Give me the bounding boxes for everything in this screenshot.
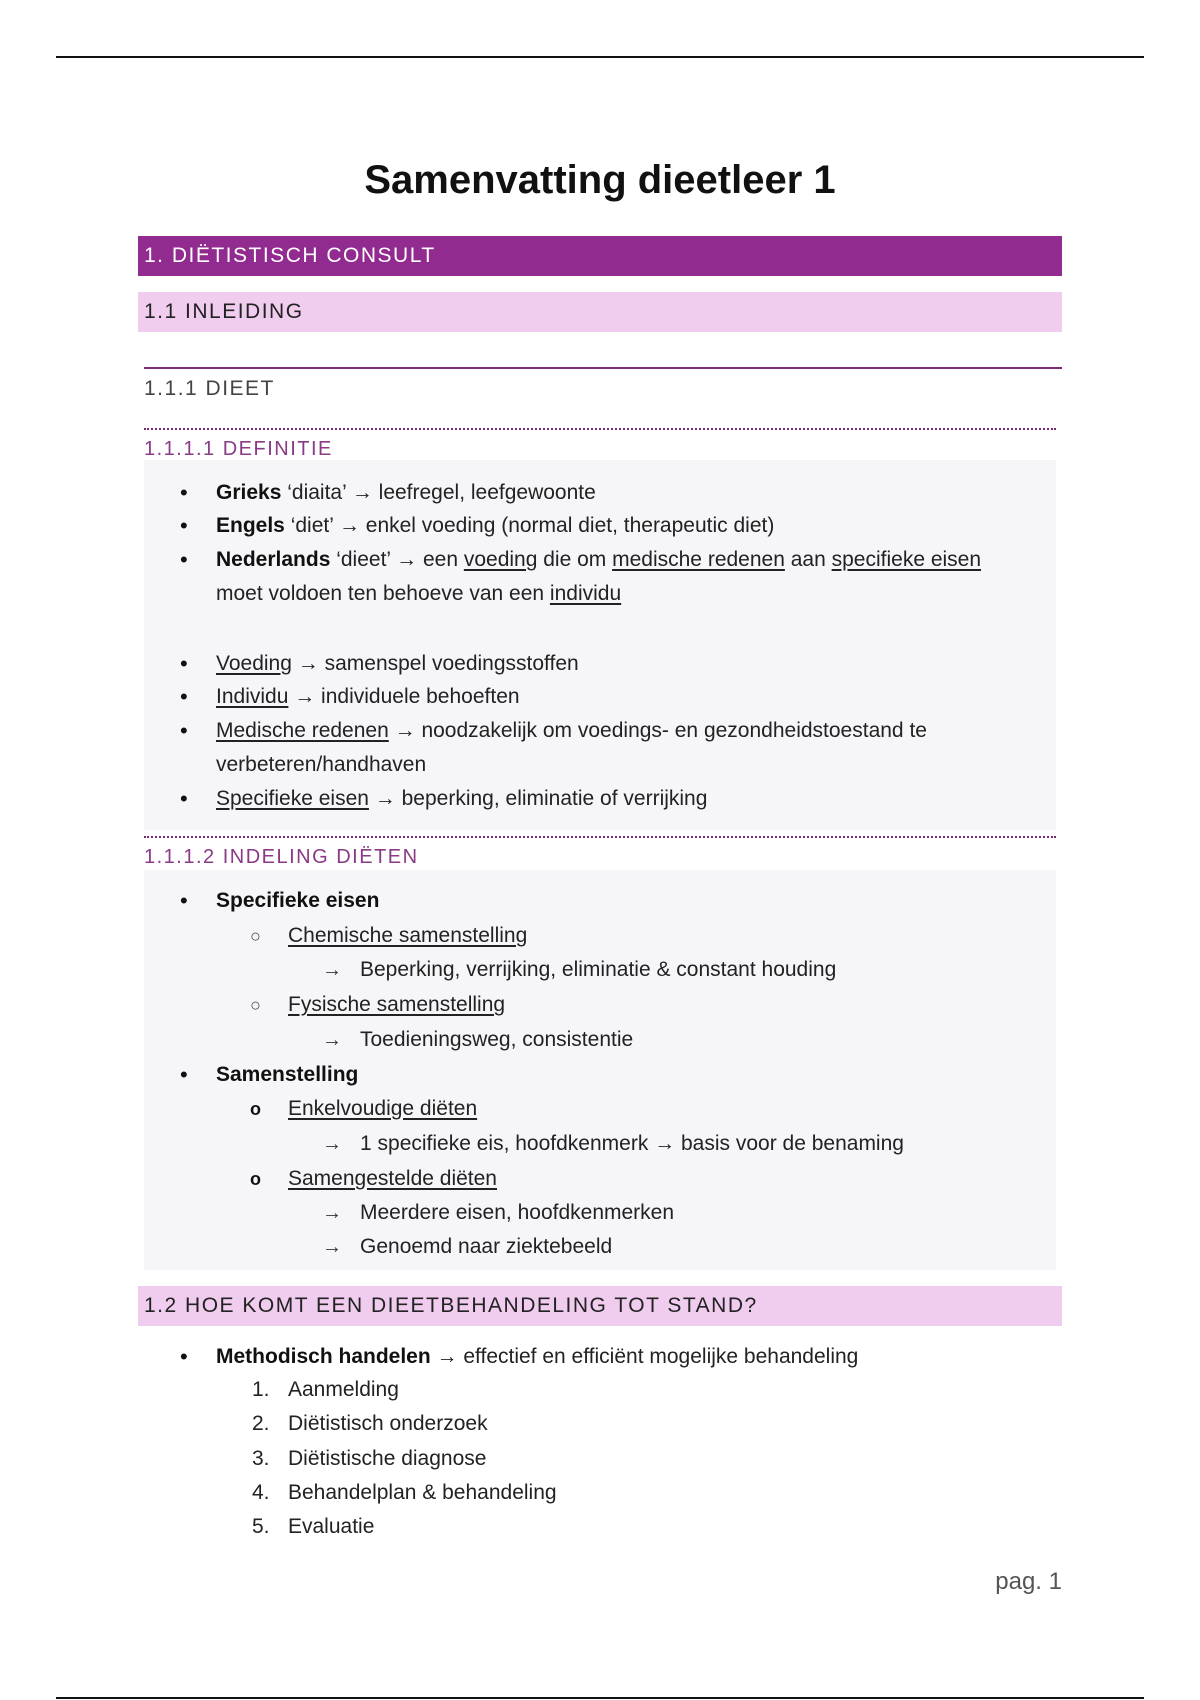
list-item-engels: Engels ‘diet’ → enkel voeding (normal diet, therapeutic diet) — [216, 514, 775, 537]
bullet-icon: • — [180, 1062, 188, 1087]
list-item-methodisch-handelen: Methodisch handelen → effectief en efficiënt mogelijke behandeling — [216, 1345, 859, 1368]
header-rule — [56, 56, 1144, 58]
list-item-enkelvoudig: Enkelvoudige diëten — [288, 1097, 478, 1120]
heading-dietistisch-consult: 1. DIËTISTISCH CONSULT — [138, 236, 1062, 276]
step-number: 3. — [252, 1447, 270, 1470]
bullet-icon: • — [180, 513, 188, 538]
list-item-voeding: Voeding → samenspel voedingsstoffen — [216, 652, 579, 675]
bullet-icon: • — [180, 547, 188, 572]
arrow-bullet-icon: → — [322, 959, 342, 981]
list-item-individu: Individu → individuele behoeften — [216, 685, 520, 708]
list-item-fysisch-detail: Toedieningsweg, consistentie — [360, 1028, 634, 1051]
bullet-icon: • — [180, 718, 188, 743]
step-label: Evaluatie — [288, 1515, 375, 1538]
page-number: pag. 1 — [995, 1568, 1062, 1595]
circle-bullet-icon: ○ — [250, 995, 261, 1015]
circle-bullet-icon: o — [250, 1169, 261, 1189]
heading-definitie: 1.1.1.1 DEFINITIE — [144, 428, 1056, 461]
bullet-icon: • — [180, 684, 188, 709]
bullet-icon: • — [180, 1344, 188, 1369]
list-item-samenstelling-heading: Samenstelling — [216, 1063, 359, 1086]
list-item-fysisch: Fysische samenstelling — [288, 993, 506, 1016]
circle-bullet-icon: o — [250, 1099, 261, 1119]
step-number: 5. — [252, 1515, 270, 1538]
list-item-chemisch-detail: Beperking, verrijking, eliminatie & constant houding — [360, 958, 837, 981]
list-item-specifieke-eisen-heading: Specifieke eisen — [216, 889, 380, 912]
footer-rule — [56, 1697, 1144, 1699]
circle-bullet-icon: ○ — [250, 926, 261, 946]
step-number: 2. — [252, 1412, 270, 1435]
bullet-icon: • — [180, 786, 188, 811]
heading-dieetbehandeling: 1.2 HOE KOMT EEN DIEETBEHANDELING TOT STAND? — [138, 1286, 1062, 1326]
heading-inleiding: 1.1 INLEIDING — [138, 292, 1062, 332]
step-number: 1. — [252, 1378, 270, 1401]
arrow-bullet-icon: → — [322, 1236, 342, 1258]
arrow-bullet-icon: → — [322, 1133, 342, 1155]
list-item-chemisch: Chemische samenstelling — [288, 924, 528, 947]
bullet-icon: • — [180, 651, 188, 676]
bullet-icon: • — [180, 888, 188, 913]
list-item-samengesteld-detail-2: Genoemd naar ziektebeeld — [360, 1235, 613, 1258]
list-item-enkelvoudig-detail: 1 specifieke eis, hoofdkenmerk → basis voor de benaming — [360, 1132, 904, 1155]
arrow-bullet-icon: → — [322, 1029, 342, 1051]
arrow-bullet-icon: → — [322, 1202, 342, 1224]
step-number: 4. — [252, 1481, 270, 1504]
list-item-samengesteld-detail-1: Meerdere eisen, hoofdkenmerken — [360, 1201, 675, 1224]
step-label: Behandelplan & behandeling — [288, 1481, 557, 1504]
list-item-medische-redenen: Medische redenen → noodzakelijk om voedings- en gezondheidstoestand te verbeteren/handhaven — [216, 719, 927, 776]
bullet-icon: • — [180, 480, 188, 505]
heading-dieet: 1.1.1 DIEET — [144, 367, 1062, 401]
list-item-grieks: Grieks ‘diaita’ → leefregel, leefgewoonte — [216, 481, 596, 504]
list-item-samengesteld: Samengestelde diëten — [288, 1167, 497, 1190]
document-title: Samenvatting dieetleer 1 — [364, 158, 836, 202]
list-item-nederlands: Nederlands ‘dieet’ → een voeding die om medische redenen aan specifieke eisen moet voldoen ten behoeve van een individu — [216, 548, 982, 605]
step-label: Diëtistische diagnose — [288, 1447, 487, 1470]
heading-indeling-dieten: 1.1.1.2 INDELING DIËTEN — [144, 836, 1056, 869]
list-item-specifieke-eisen: Specifieke eisen → beperking, eliminatie of verrijking — [216, 787, 708, 810]
step-label: Diëtistisch onderzoek — [288, 1412, 488, 1435]
step-label: Aanmelding — [288, 1378, 399, 1401]
